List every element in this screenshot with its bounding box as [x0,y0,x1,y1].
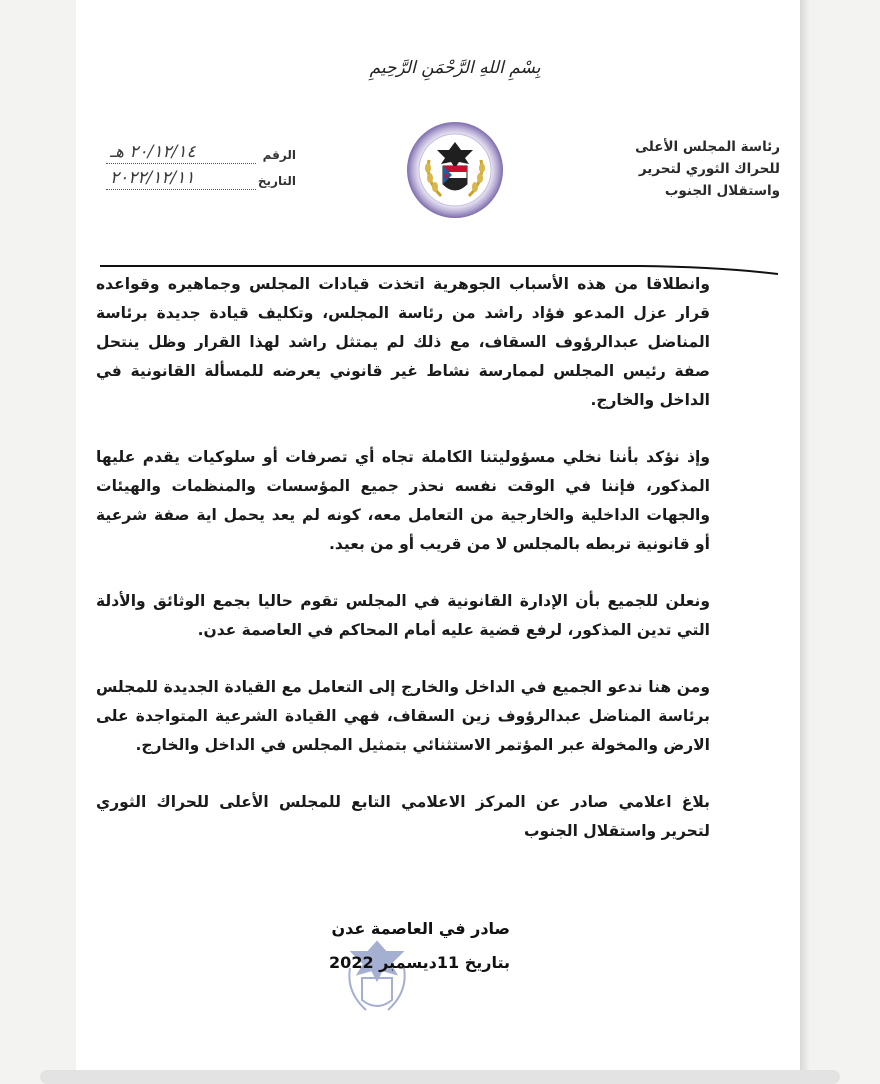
closing-block [290,912,510,980]
date-value: ٢٠٢٢/١٢/١١ [110,168,195,188]
basmala-calligraphy: بِسْمِ اللهِ الرَّحْمَنِ الرَّحِيمِ [369,58,541,78]
issued-in: صادر في العاصمة عدن [331,919,510,938]
org-line-3: واستقلال الجنوب [664,183,780,199]
paragraph-4: ومن هنا ندعو الجميع في الداخل والخارج إلى التعامل مع القيادة الجديدة للمجلس برئاسة المناضل عبدالرؤوف زين السقاف، فهي القيادة الشرعية المتواجدة على الارض والمخولة عبر المؤتمر الاستثنائي بتمثيل المجلس في الداخل والخارج. [96,678,710,754]
reference-number-row [106,142,296,168]
date-dotted-line [106,189,256,190]
issued-on: بتاريخ 11ديسمبر 2022 [329,953,510,972]
org-line-2: للحراك الثوري لتحرير [638,161,780,177]
paragraph-3: ونعلن للجميع بأن الإدارة القانونية في المجلس تقوم حاليا بجمع الوثائق والأدلة التي تدين المذكور، لرفع قضية عليه أمام المحاكم في العاصمة عدن. [96,592,710,639]
reference-number: ٢٠/١٢/١٤ هـ [110,142,196,162]
paragraph-1: وانطلاقا من هذه الأسباب الجوهرية اتخذت قيادات المجلس وجماهيره وقواعده قرار عزل المدعو فؤاد راشد من رئاسة المجلس، وتكليف قيادة جديدة برئاسة المناضل عبدالرؤوف السقاف، مع ذلك لم يمتثل راشد لهذا القرار وظل ينتحل صفة رئيس المجلس لممارسة نشاط غير قانوني يعرضه للمسألة القانونية في الداخل والخارج. [96,275,710,409]
viewer-bottom-bar [40,1070,840,1084]
organization-header [580,136,780,202]
page-edge [800,0,810,1080]
org-line-1: رئاسة المجلس الأعلى [635,139,780,155]
date-row [106,168,296,194]
council-emblem-logo [405,120,505,220]
paragraph-5: بلاغ اعلامي صادر عن المركز الاعلامي التابع للمجلس الأعلى للحراك الثوري لتحرير واستقلال الجنوب [96,793,710,840]
paragraph-2: وإذ نؤكد بأننا نخلي مسؤوليتنا الكاملة تجاه أي تصرفات أو سلوكيات يقدم عليها المذكور، فإننا في الوقت نفسه نحذر جميع المؤسسات والمنظمات والهيئات والجهات الداخلية والخارجية من التعامل معه، كونه لم يعد يحمل اية صفة شرعية أو قانونية تربطه بالمجلس لا من قريب أو من بعيد. [96,448,710,553]
letter-body [96,270,710,874]
reference-dotted-line [106,163,256,164]
reference-block [106,128,296,198]
date-label: التاريخ [257,174,296,188]
reference-label: الرقم [262,148,296,162]
